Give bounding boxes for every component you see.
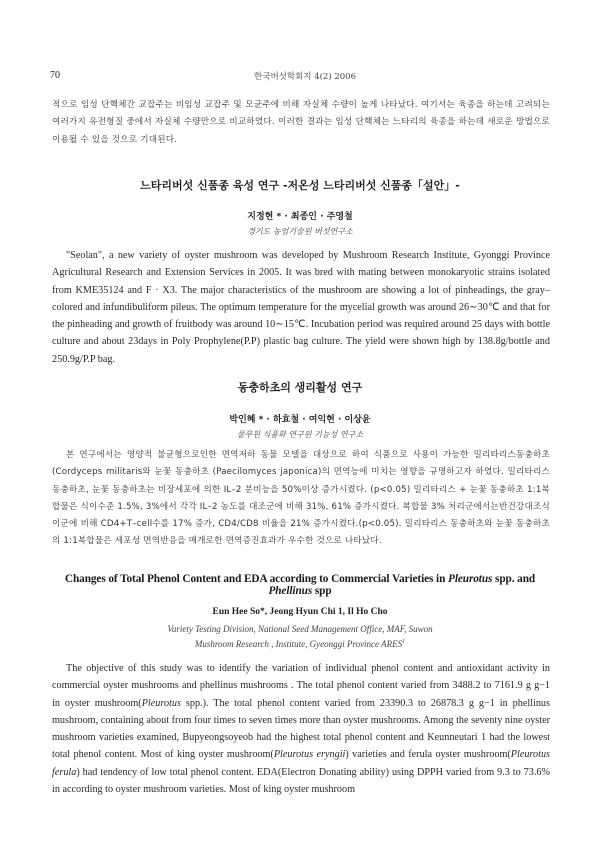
article1-authors: 지정현 * · 최종인 · 주영철	[247, 212, 353, 222]
article3-abstract-genus: Pleurotus	[141, 697, 181, 709]
article3-title-genus: Phellinus	[268, 585, 313, 597]
article3-title	[50, 573, 550, 597]
journal-title: 한국버섯학회지 4(2) 2006	[254, 72, 356, 82]
continuation-paragraph: 적으로 임성 단핵체간 교잡주는 비임성 교잡주 및 모균주에 비해 자실체 수량이 높게 나타났다. 여기서는 육종을 하는데 고려되는 여러가지 유전형질 중에서 자실체 수량만으로 비교하였다. 이러한 결과는 임성 단핵체는 느타리의 육종을 하는데 새로운 방법으로 이용될 수 있을 것으로 기대된다.	[52, 100, 550, 145]
article1-abstract-text: "Seolan", a new variety of oyster mushroom was developed by Mushroom Research Institute, Gyonggi Province Agricultural Research and Extension Services in 2005. It was bred with mating between monokaryotic strains isolated from KME35124 and F · X3. The major characteristics of the mushroom are showing a lot of pinheadings, the gray–colored and infundibuliform pileus. The optimum temperature for the mycelial growth was around 26∼30℃ and that for the pinheading and growth of fruitbody was around 10∼15℃. Incubation period was required around 25 days with bottle culture and about 23days in Poly Prophylene(P.P) plastic bag culture. The yield were shown high by 138.8g/bottle and 250.9g/P.P bag.	[52, 250, 550, 365]
article3-affiliation-line	[50, 636, 550, 651]
article3-abstract-text: The objective of this study was to identify the variation of individual phenol content and antioxidant activity in commercial oyster mushrooms and phellinus mushrooms . The total phenol content varied from 3488.2 to 7161.9 g g−1 in oyster mushroom(	[52, 663, 550, 709]
article3-abstract-text: spp.). The total phenol content varied from 23390.3 to 26878.3 g g−1 in phellinus mushroom, containing about from four times to seven times more than oyster mushrooms. Among the seventy nine oyster mushroom varieties examined, Bupyeongsoyeob had the highest total phenol content and Keunneutari 1 had the lowest total phenol content. Most of king oyster mushroom(	[52, 697, 550, 761]
article3-title-genus: Pleurotus	[448, 573, 493, 585]
article3-title-text: Changes of Total Phenol Content and EDA according to Commercial Varieties in	[64, 573, 449, 585]
article3-affiliation	[50, 623, 550, 651]
article3-title-text: spp. and	[492, 573, 536, 585]
article2-abstract-text: 본 연구에서는 영양적 불균형으로인한 면역저하 동물 모델을 대상으로 하여 식품으로 사용이 가능한 밀리타리스동충하초 (Cordyceps militaris와 눈꽃 동충하초 (Paecilomyces japonica)의 면역능에 미치는 영향을 규명하고자 하였다. 밀리타리스동충하초, 눈꽃 동충하초는 비장세포에 의한 IL–2 분비능을 50%이상 증가시켰다. (p<0.05) 밀리타리스 + 눈꽃 동충하초 1:1복합물은 식이수준 1.5%, 3%에서 각각 IL–2 농도를 대조군에 비해 31%, 61% 증가시켰다. 복합물 3% 처리군에서는반건강대조식이군에 비해 CD4+T–cell수를 17% 증가, CD4/CD8 비율을 21% 증가시켰다.(p<0.05). 밀리타리스 동충하초와 눈꽃 동충하초의 1:1복합물은 세포성 면역반응을 매개로한 면역증진효과가 우수한 것으로 나타났다.	[52, 450, 550, 547]
article1-abstract	[52, 247, 550, 368]
article1-title: 느타리버섯 신품종 육성 연구 -저온성 느타리버섯 신품종「설안」-	[140, 179, 460, 192]
article2-title: 동충하초의 생리활성 연구	[237, 381, 363, 394]
article3-affiliation-sup: 1	[402, 639, 406, 645]
page-number: 70	[50, 70, 60, 81]
article3-title-text: spp	[312, 585, 332, 597]
article2-authors: 박인혜 * · 하효철 · 여익현 · 이상윤	[229, 415, 371, 425]
article3-abstract-genus: Pleurotus eryngii	[273, 749, 346, 761]
article3-abstract-text: ) varieties and ferula oyster mushroom(	[345, 749, 511, 761]
article3-affiliation-line: Variety Testing Division, National Seed Management Office, MAF, Suwon	[167, 624, 433, 634]
article2-abstract	[52, 447, 550, 551]
article3-abstract	[52, 660, 550, 798]
article3-abstract-text: ) had tendency of low total phenol content. EDA(Electron Donating ability) using DPPH varied from 9.3 to 73.6% in according to oyster mushroom varieties. Most of king oyster mushroom	[52, 766, 550, 796]
page-header	[50, 70, 560, 84]
article2-affiliation: 풀무원 식품화 연구원 기능성 연구소	[236, 430, 364, 439]
article3-abstract-genus: Pleurotus ferula	[52, 749, 551, 778]
article1-affiliation: 경기도 농업기술원 버섯연구소	[247, 227, 353, 236]
article3-authors: Eun Hee So*, Jeong Hyun Chi 1, Il Ho Cho	[212, 607, 388, 617]
article3-affiliation-text: Mushroom Research , Institute, Gyeonggi Province ARES	[194, 639, 403, 649]
